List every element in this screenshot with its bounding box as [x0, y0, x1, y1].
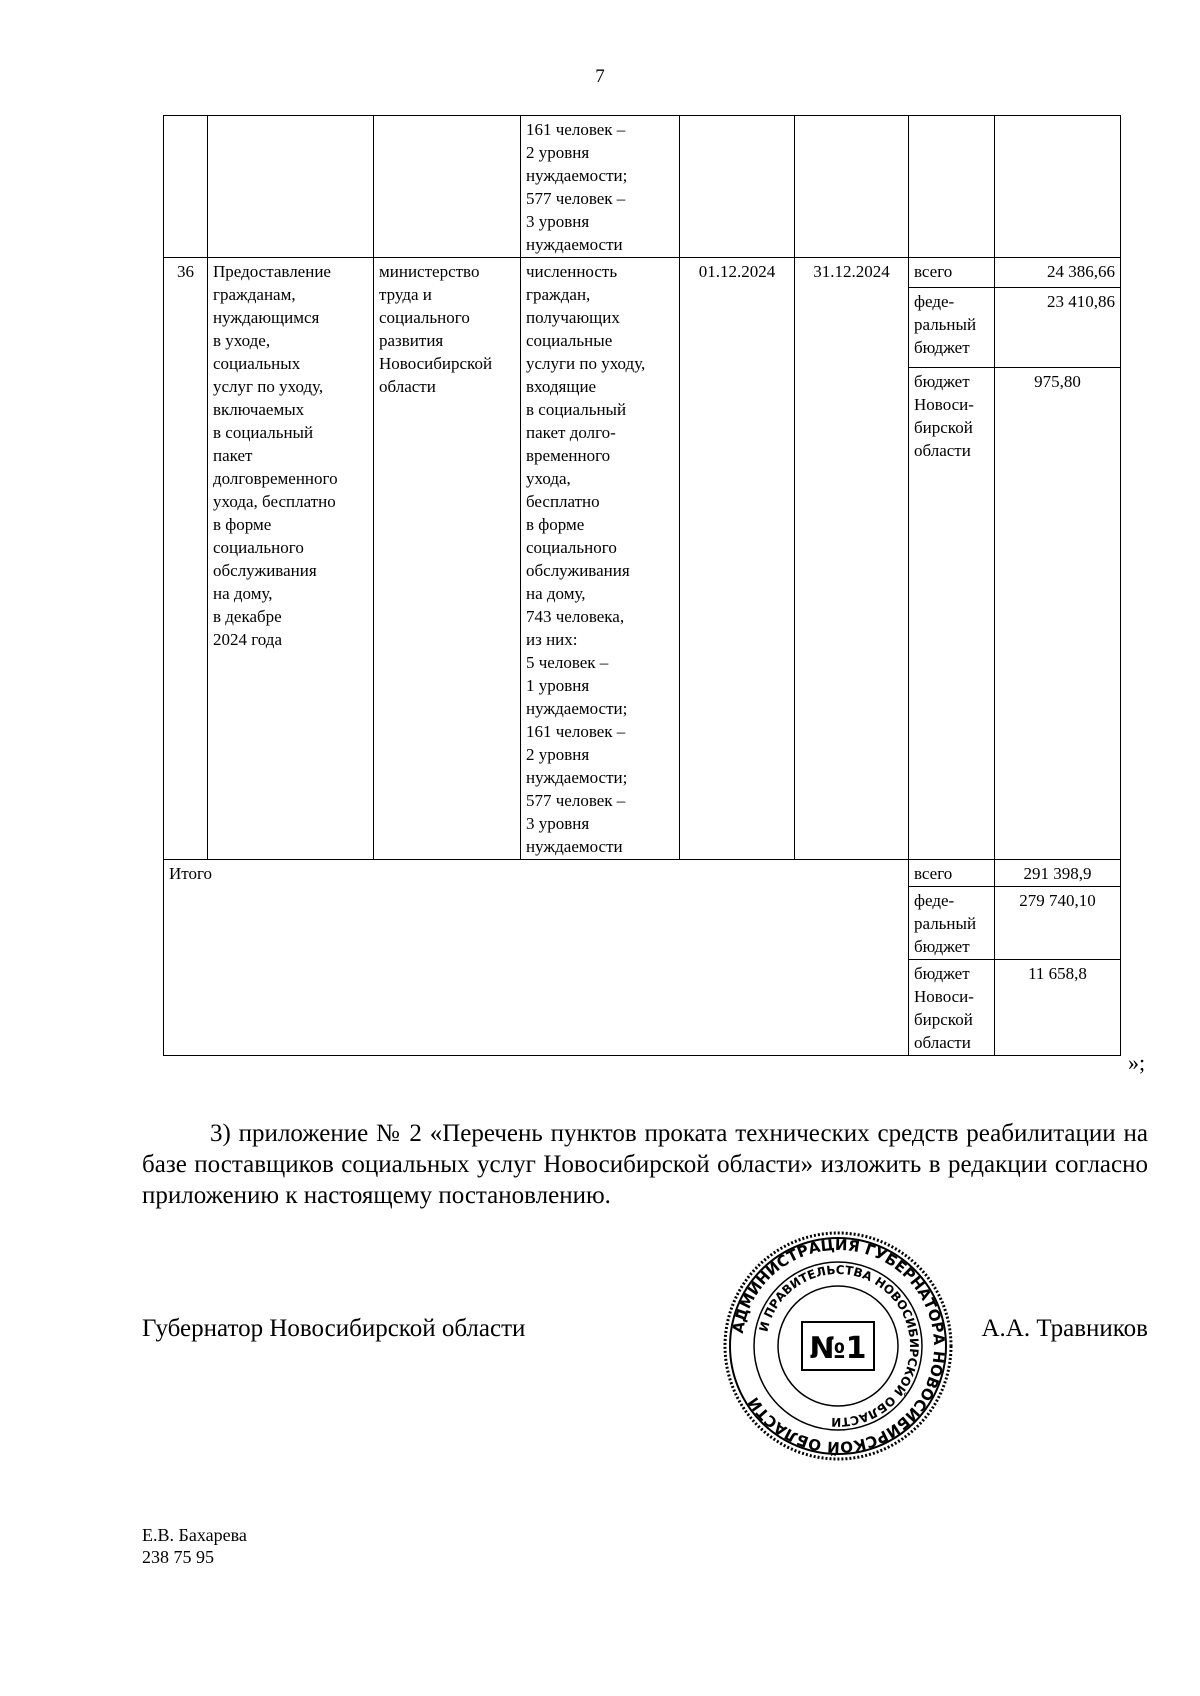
page-number: 7: [595, 66, 605, 87]
footer: [142, 1524, 247, 1568]
end-date: 31.12.2024: [795, 258, 909, 860]
funding-source: феде- ральный бюджет: [909, 287, 995, 367]
funding-source: всего: [909, 860, 995, 887]
cell-funding-amount: [995, 116, 1121, 258]
author-name: Е.В. Бахарева: [142, 1525, 247, 1545]
executor: министерство труда и социального развития Новосибирской области: [374, 258, 521, 860]
official-seal: [722, 1230, 954, 1462]
funding-source: бюджет Новоси- бирской области: [909, 368, 995, 860]
seal-outer-text: АДМИНИСТРАЦИЯ ГУБЕРНАТОРА НОВОСИБИРСКОЙ ОБЛАСТИ: [728, 1235, 949, 1457]
start-date: 01.12.2024: [680, 258, 795, 860]
signatory-name: А.А. Травников: [981, 1315, 1148, 1342]
cell-name: [208, 116, 374, 258]
cell-executor: [374, 116, 521, 258]
funding-source: всего: [909, 258, 995, 288]
cell-start-date: [680, 116, 795, 258]
table-row: [164, 258, 1121, 288]
funding-amount: 975,80: [995, 368, 1121, 860]
funding-amount: 24 386,66: [995, 258, 1121, 288]
cell-end-date: [795, 116, 909, 258]
author-phone: 238 75 95: [142, 1547, 214, 1567]
funding-source: бюджет Новоси- бирской области: [909, 960, 995, 1056]
signatory-position: Губернатор Новосибирской области: [142, 1315, 526, 1342]
indicator: численность граждан, получающих социальные услуги по уходу, входящие в социальный пакет долго- временного ухода, бесплатно в форме социального обслуживания на дому, 743 человека, из них: 5 человек – 1 уровня нуждаемости; 161 человек – 2 уровня нуждаемости; 577 человек – 3 уровня нуждаемости: [521, 258, 680, 860]
closing-quote: »;: [1128, 1050, 1146, 1075]
seal-center-text: №1: [809, 1331, 867, 1366]
cell-number: [164, 116, 208, 258]
funding-amount: 279 740,10: [995, 887, 1121, 960]
table-row-total: [164, 860, 1121, 887]
row-number: 36: [164, 258, 208, 860]
funding-amount: 291 398,9: [995, 860, 1121, 887]
funding-source: феде- ральный бюджет: [909, 887, 995, 960]
funding-amount: 11 658,8: [995, 960, 1121, 1056]
events-table: [163, 115, 1121, 1056]
table-row: [164, 116, 1121, 258]
cell-indicator: 161 человек – 2 уровня нуждаемости; 577 человек – 3 уровня нуждаемости: [521, 116, 680, 258]
funding-amount: 23 410,86: [995, 287, 1121, 367]
amendment-paragraph: 3) приложение № 2 «Перечень пунктов проката технических средств реабилитации на базе поставщиков социальных услуг Новосибирской области» изложить в редакции согласно приложению к настоящему постановлению.: [142, 1120, 1148, 1209]
seal-inner-text: И ПРАВИТЕЛЬСТВА НОВОСИБИРСКОЙ ОБЛАСТИ: [756, 1262, 922, 1430]
event-name: Предоставление гражданам, нуждающимся в уходе, социальных услуг по уходу, включаемых в социальный пакет долговременного ухода, бесплатно в форме социального обслуживания на дому, в декабре 2024 года: [208, 258, 374, 860]
cell-funding-source: [909, 116, 995, 258]
total-label: Итого: [164, 860, 909, 1056]
